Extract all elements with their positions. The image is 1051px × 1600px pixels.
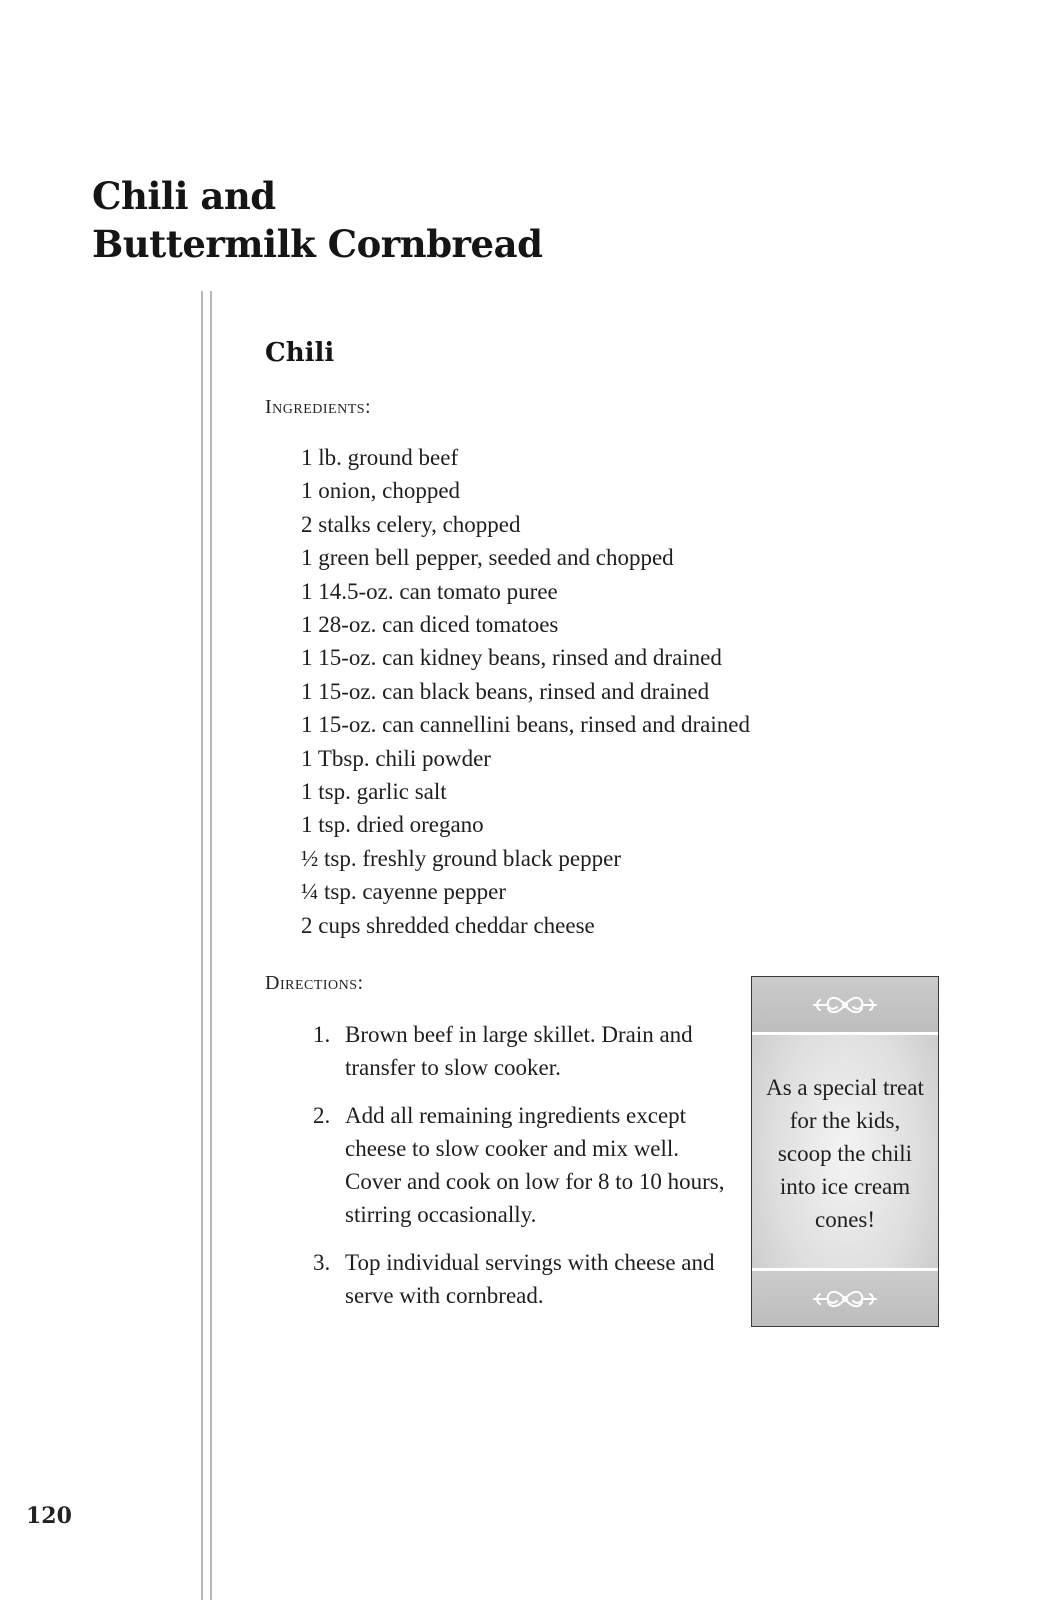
step-number: 2. <box>313 1103 331 1128</box>
page-title <box>92 172 542 268</box>
ingredients-list <box>301 441 750 942</box>
tip-text: As a special treat for the kids, scoop the chili into ice cream cones! <box>766 1075 924 1232</box>
flourish-ornament-icon <box>810 1284 880 1314</box>
step-text: Add all remaining ingredients except cheese to slow cooker and mix well. Cover and cook on low for 8 to 10 hours, stirring occasionally. <box>345 1103 725 1227</box>
title-line-2: Buttermilk Cornbread <box>92 222 543 266</box>
step-text: Brown beef in large skillet. Drain and transfer to slow cooker. <box>345 1022 693 1080</box>
page-number: 120 <box>26 1503 72 1529</box>
directions-label: Directions: <box>265 972 364 994</box>
flourish-ornament-icon <box>810 990 880 1020</box>
ingredient-item: 1 14.5-oz. can tomato puree <box>301 578 558 604</box>
ingredient-item: 1 15-oz. can cannellini beans, rinsed and drained <box>301 712 750 738</box>
ingredient-item: ¼ tsp. cayenne pepper <box>301 879 507 905</box>
step-number: 1. <box>313 1022 331 1047</box>
ingredient-item: 1 tsp. dried oregano <box>301 812 484 838</box>
ingredient-item: 1 Tbsp. chili powder <box>301 745 491 771</box>
title-line-1: Chili and <box>92 174 276 218</box>
ingredient-item: ½ tsp. freshly ground black pepper <box>301 845 622 871</box>
tip-band-top <box>752 977 938 1035</box>
ingredient-item: 2 stalks celery, chopped <box>301 511 521 537</box>
direction-step <box>313 1099 729 1231</box>
ingredient-item: 1 28-oz. can diced tomatoes <box>301 612 559 638</box>
ingredients-label: Ingredients: <box>265 396 372 418</box>
step-text: Top individual servings with cheese and serve with cornbread. <box>345 1250 715 1308</box>
vertical-rule-left <box>201 291 203 1600</box>
tip-band-bottom <box>752 1268 938 1326</box>
ingredient-item: 2 cups shredded cheddar cheese <box>301 912 595 938</box>
ingredient-item: 1 green bell pepper, seeded and chopped <box>301 545 674 571</box>
tip-box <box>751 976 939 1327</box>
section-title: Chili <box>265 338 335 368</box>
ingredient-item: 1 15-oz. can kidney beans, rinsed and drained <box>301 645 722 671</box>
ingredient-item: 1 15-oz. can black beans, rinsed and drained <box>301 678 710 704</box>
ingredient-item: 1 tsp. garlic salt <box>301 779 447 805</box>
direction-step <box>313 1246 729 1312</box>
vertical-rule-right <box>210 291 212 1600</box>
ingredient-item: 1 lb. ground beef <box>301 445 459 470</box>
step-number: 3. <box>313 1250 331 1275</box>
direction-step <box>313 1018 729 1084</box>
ingredient-item: 1 onion, chopped <box>301 478 461 504</box>
directions-list <box>313 1018 729 1327</box>
